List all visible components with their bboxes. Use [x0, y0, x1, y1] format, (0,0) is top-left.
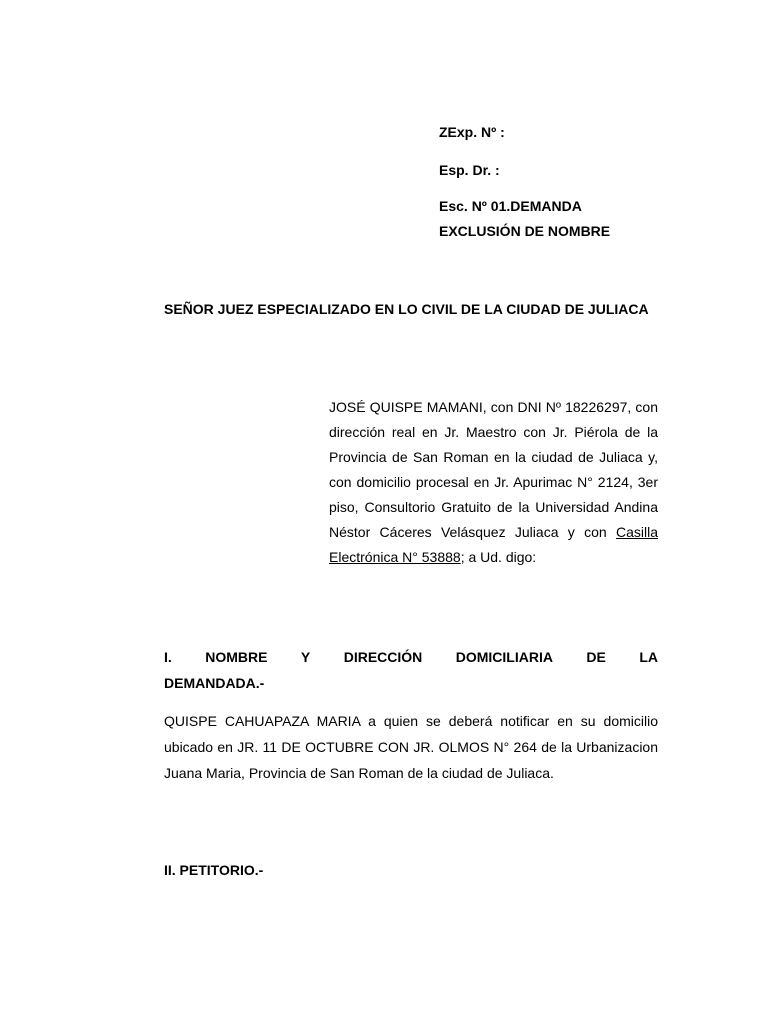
escrito-subject: EXCLUSIÓN DE NOMBRE: [439, 223, 611, 239]
heading-word: DE: [586, 649, 606, 665]
heading-word: NOMBRE: [205, 649, 268, 665]
plaintiff-intro: [329, 395, 658, 570]
section-1-heading-continuation: DEMANDADA.-: [164, 675, 265, 691]
heading-word: LA: [639, 649, 658, 665]
section-1-body: QUISPE CAHUAPAZA MARIA a quien se deberá notificar en su domicilio ubicado en JR. 11 DE OCTUBRE CON JR. OLMOS N° 264 de la Urbanizacion Juana Maria, Provincia de San Roman de la ciudad de Juliaca.: [164, 713, 658, 781]
heading-word: DOMICILIARIA: [455, 649, 553, 665]
electronic-mailbox: Casilla Electrónica N° 53888: [329, 524, 658, 565]
section-1-heading-line: [164, 644, 658, 670]
section-1-heading: [164, 644, 658, 696]
plaintiff-intro-closing: ; a Ud. digo:: [460, 549, 537, 565]
especialista: Esp. Dr. :: [439, 162, 500, 178]
heading-word: DIRECCIÓN: [343, 649, 423, 665]
heading-word: Y: [300, 649, 311, 665]
section-2-heading: II. PETITORIO.-: [164, 862, 264, 878]
escrito-number: Esc. Nº 01.DEMANDA: [439, 198, 582, 214]
expediente-number: ZExp. Nº :: [439, 124, 505, 140]
plaintiff-intro-text: JOSÉ QUISPE MAMANI, con DNI Nº 18226297, con dirección real en Jr. Maestro con Jr. Piérola de la Provincia de San Roman en la ciudad de Juliaca y, con domicilio procesal en Jr. Apurimac N° 2124, 3er piso, Consultorio Gratuito de la Universidad Andina Néstor Cáceres Velásquez Juliaca y con: [329, 399, 658, 540]
heading-word: I.: [164, 649, 172, 665]
addressee: SEÑOR JUEZ ESPECIALIZADO EN LO CIVIL DE LA CIUDAD DE JULIACA: [164, 301, 649, 317]
